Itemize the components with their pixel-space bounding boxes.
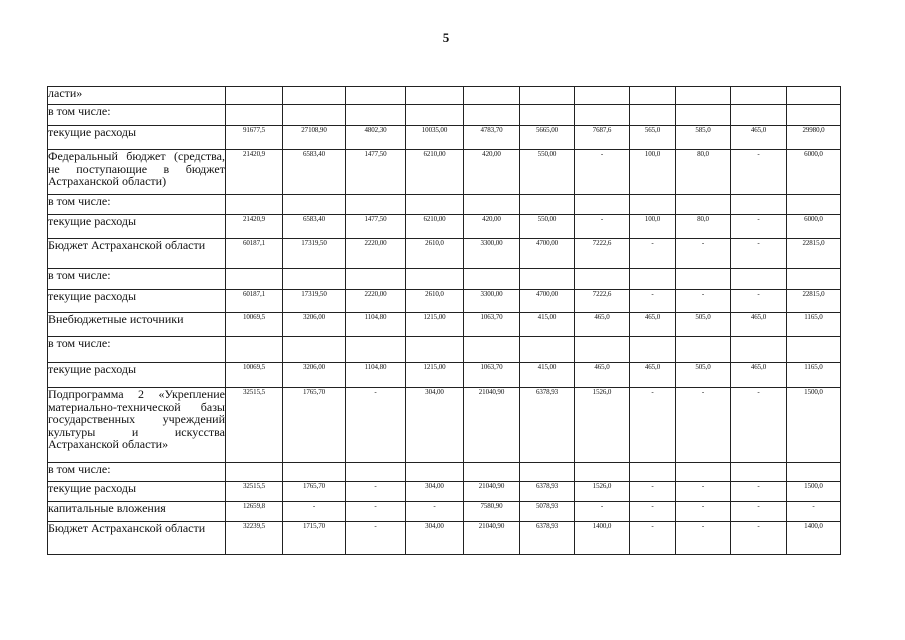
value-cell: 3300,00 (464, 239, 520, 269)
value-cell: 465,0 (630, 363, 676, 388)
value-cell: - (676, 290, 731, 313)
table-row (48, 363, 841, 388)
value-cell: 32515,5 (226, 482, 283, 502)
value-cell: 505,0 (676, 363, 731, 388)
value-cell: - (731, 482, 787, 502)
value-cell: - (575, 502, 630, 522)
value-cell (464, 337, 520, 363)
row-label: в том числе: (48, 105, 226, 126)
value-cell (283, 463, 346, 482)
row-label: текущие расходы (48, 482, 226, 502)
value-cell: 7687,6 (575, 126, 630, 150)
row-label: текущие расходы (48, 363, 226, 388)
value-cell: 1477,50 (346, 215, 406, 239)
row-label: текущие расходы (48, 126, 226, 150)
value-cell (520, 337, 575, 363)
value-cell (787, 337, 841, 363)
value-cell: - (346, 482, 406, 502)
value-cell: 60187,1 (226, 290, 283, 313)
budget-table (47, 86, 841, 555)
value-cell: - (630, 388, 676, 463)
table-row (48, 502, 841, 522)
value-cell: 1104,80 (346, 363, 406, 388)
value-cell: 2610,0 (406, 239, 464, 269)
value-cell: 29980,0 (787, 126, 841, 150)
value-cell (676, 337, 731, 363)
value-cell: - (676, 482, 731, 502)
table-row (48, 313, 841, 337)
value-cell: 12659,8 (226, 502, 283, 522)
value-cell: 1526,0 (575, 482, 630, 502)
value-cell: 1400,0 (575, 522, 630, 555)
value-cell (226, 105, 283, 126)
value-cell: - (731, 522, 787, 555)
value-cell: - (630, 522, 676, 555)
value-cell: 1500,0 (787, 482, 841, 502)
value-cell: 17319,50 (283, 239, 346, 269)
value-cell (464, 195, 520, 215)
value-cell: 80,0 (676, 215, 731, 239)
value-cell: 415,00 (520, 363, 575, 388)
value-cell (787, 87, 841, 105)
table-row (48, 150, 841, 195)
value-cell (406, 105, 464, 126)
value-cell: 21420,9 (226, 215, 283, 239)
value-cell (283, 337, 346, 363)
value-cell: 7580,90 (464, 502, 520, 522)
value-cell: 10035,00 (406, 126, 464, 150)
value-cell (226, 87, 283, 105)
value-cell: 21040,90 (464, 482, 520, 502)
value-cell: 1165,0 (787, 313, 841, 337)
value-cell: 465,0 (731, 363, 787, 388)
value-cell: 6000,0 (787, 150, 841, 195)
value-cell: 7222,6 (575, 290, 630, 313)
value-cell: 304,00 (406, 388, 464, 463)
value-cell: 5078,93 (520, 502, 575, 522)
value-cell: 465,0 (630, 313, 676, 337)
value-cell (226, 463, 283, 482)
value-cell: 22815,0 (787, 239, 841, 269)
value-cell: 32239,5 (226, 522, 283, 555)
value-cell (346, 337, 406, 363)
value-cell (676, 195, 731, 215)
value-cell: 550,00 (520, 215, 575, 239)
row-label: текущие расходы (48, 215, 226, 239)
value-cell: - (676, 388, 731, 463)
row-label: текущие расходы (48, 290, 226, 313)
value-cell: 6000,0 (787, 215, 841, 239)
table-row (48, 239, 841, 269)
value-cell: 420,00 (464, 215, 520, 239)
value-cell (283, 195, 346, 215)
value-cell: 1063,70 (464, 313, 520, 337)
table-row (48, 337, 841, 363)
value-cell (226, 269, 283, 290)
row-label: в том числе: (48, 195, 226, 215)
value-cell: 91677,5 (226, 126, 283, 150)
value-cell (731, 269, 787, 290)
value-cell (346, 269, 406, 290)
value-cell: - (676, 502, 731, 522)
table-body (48, 87, 841, 555)
value-cell: - (630, 482, 676, 502)
value-cell (226, 195, 283, 215)
row-label: Подпрограмма 2 «Укрепление материально-технической базы государственных учреждений культуры и искусства Астраханской области» (48, 388, 226, 463)
table-row (48, 463, 841, 482)
value-cell (630, 195, 676, 215)
value-cell (406, 337, 464, 363)
value-cell: - (575, 215, 630, 239)
value-cell (575, 337, 630, 363)
row-label: в том числе: (48, 463, 226, 482)
value-cell: - (406, 502, 464, 522)
value-cell: 5665,00 (520, 126, 575, 150)
value-cell: 1526,0 (575, 388, 630, 463)
value-cell: - (630, 502, 676, 522)
value-cell (406, 463, 464, 482)
table-row (48, 290, 841, 313)
table-row (48, 126, 841, 150)
value-cell: 6583,40 (283, 215, 346, 239)
value-cell (520, 463, 575, 482)
value-cell (676, 105, 731, 126)
value-cell (346, 463, 406, 482)
value-cell (575, 463, 630, 482)
value-cell: 1765,70 (283, 482, 346, 502)
value-cell (731, 105, 787, 126)
value-cell (731, 195, 787, 215)
table-row (48, 522, 841, 555)
value-cell (520, 105, 575, 126)
page-number: 5 (442, 30, 450, 45)
table-row (48, 269, 841, 290)
value-cell: 21420,9 (226, 150, 283, 195)
value-cell: 3206,00 (283, 363, 346, 388)
value-cell (520, 87, 575, 105)
table-row (48, 215, 841, 239)
value-cell: - (731, 388, 787, 463)
value-cell: 1063,70 (464, 363, 520, 388)
value-cell (464, 463, 520, 482)
value-cell (676, 463, 731, 482)
value-cell: 1215,00 (406, 313, 464, 337)
row-label: капитальные вложения (48, 502, 226, 522)
value-cell: 304,00 (406, 482, 464, 502)
value-cell (787, 195, 841, 215)
value-cell (731, 337, 787, 363)
value-cell (676, 269, 731, 290)
value-cell: - (787, 502, 841, 522)
value-cell: 2220,00 (346, 290, 406, 313)
table-row (48, 388, 841, 463)
value-cell: 60187,1 (226, 239, 283, 269)
value-cell: 6210,00 (406, 150, 464, 195)
value-cell: 4700,00 (520, 290, 575, 313)
value-cell: 6378,93 (520, 522, 575, 555)
value-cell: 7222,6 (575, 239, 630, 269)
value-cell: 10069,5 (226, 363, 283, 388)
table-row (48, 105, 841, 126)
value-cell: - (346, 522, 406, 555)
row-label: в том числе: (48, 337, 226, 363)
value-cell: 585,0 (676, 126, 731, 150)
value-cell: - (630, 239, 676, 269)
table-row (48, 87, 841, 105)
value-cell: 304,00 (406, 522, 464, 555)
value-cell: 1765,70 (283, 388, 346, 463)
value-cell: 1215,00 (406, 363, 464, 388)
value-cell: 1165,0 (787, 363, 841, 388)
value-cell: - (630, 290, 676, 313)
value-cell: 420,00 (464, 150, 520, 195)
value-cell: 4700,00 (520, 239, 575, 269)
value-cell: - (731, 290, 787, 313)
value-cell (406, 195, 464, 215)
value-cell: 565,0 (630, 126, 676, 150)
value-cell: - (676, 522, 731, 555)
value-cell: 22815,0 (787, 290, 841, 313)
value-cell (520, 269, 575, 290)
value-cell (630, 269, 676, 290)
value-cell (787, 105, 841, 126)
value-cell: 2220,00 (346, 239, 406, 269)
value-cell (283, 269, 346, 290)
value-cell (346, 105, 406, 126)
value-cell: 17319,50 (283, 290, 346, 313)
value-cell: 6210,00 (406, 215, 464, 239)
value-cell: 505,0 (676, 313, 731, 337)
value-cell: 6378,93 (520, 482, 575, 502)
value-cell: 6583,40 (283, 150, 346, 195)
value-cell: 415,00 (520, 313, 575, 337)
row-label: Бюджет Астраханской области (48, 239, 226, 269)
value-cell (676, 87, 731, 105)
value-cell: 465,0 (731, 126, 787, 150)
value-cell: 32515,5 (226, 388, 283, 463)
value-cell: 1500,0 (787, 388, 841, 463)
value-cell (731, 87, 787, 105)
value-cell: 3300,00 (464, 290, 520, 313)
value-cell: 3206,00 (283, 313, 346, 337)
value-cell: - (346, 502, 406, 522)
row-label: Федеральный бюджет (средства, не поступающие в бюджет Астраханской области) (48, 150, 226, 195)
value-cell (630, 105, 676, 126)
value-cell: 465,0 (731, 313, 787, 337)
value-cell: 465,0 (575, 363, 630, 388)
value-cell: 465,0 (575, 313, 630, 337)
value-cell: 4802,30 (346, 126, 406, 150)
value-cell: - (575, 150, 630, 195)
value-cell (346, 87, 406, 105)
value-cell (346, 195, 406, 215)
value-cell (464, 269, 520, 290)
value-cell: 2610,0 (406, 290, 464, 313)
value-cell (464, 87, 520, 105)
value-cell (731, 463, 787, 482)
value-cell (406, 87, 464, 105)
value-cell (226, 337, 283, 363)
value-cell: 21040,90 (464, 388, 520, 463)
value-cell: 550,00 (520, 150, 575, 195)
value-cell (283, 87, 346, 105)
value-cell: 1477,50 (346, 150, 406, 195)
value-cell (630, 87, 676, 105)
value-cell (630, 337, 676, 363)
row-label: Бюджет Астраханской области (48, 522, 226, 555)
value-cell: 1715,70 (283, 522, 346, 555)
value-cell: 100,0 (630, 215, 676, 239)
table-row (48, 482, 841, 502)
value-cell: - (731, 239, 787, 269)
value-cell (575, 105, 630, 126)
value-cell (630, 463, 676, 482)
value-cell (575, 269, 630, 290)
value-cell: - (346, 388, 406, 463)
value-cell: - (731, 502, 787, 522)
value-cell: 21040,90 (464, 522, 520, 555)
row-label: в том числе: (48, 269, 226, 290)
value-cell (406, 269, 464, 290)
value-cell: 27108,90 (283, 126, 346, 150)
value-cell: 100,0 (630, 150, 676, 195)
value-cell (283, 105, 346, 126)
row-label: ласти» (48, 87, 226, 105)
value-cell (787, 269, 841, 290)
value-cell: 80,0 (676, 150, 731, 195)
value-cell: - (731, 150, 787, 195)
value-cell (464, 105, 520, 126)
value-cell (575, 87, 630, 105)
table-row (48, 195, 841, 215)
value-cell: 4783,70 (464, 126, 520, 150)
value-cell (787, 463, 841, 482)
value-cell: - (731, 215, 787, 239)
value-cell: - (283, 502, 346, 522)
value-cell: 1400,0 (787, 522, 841, 555)
row-label: Внебюджетные источники (48, 313, 226, 337)
value-cell (520, 195, 575, 215)
value-cell: 10069,5 (226, 313, 283, 337)
value-cell: 6378,93 (520, 388, 575, 463)
value-cell: - (676, 239, 731, 269)
value-cell (575, 195, 630, 215)
value-cell: 1104,80 (346, 313, 406, 337)
